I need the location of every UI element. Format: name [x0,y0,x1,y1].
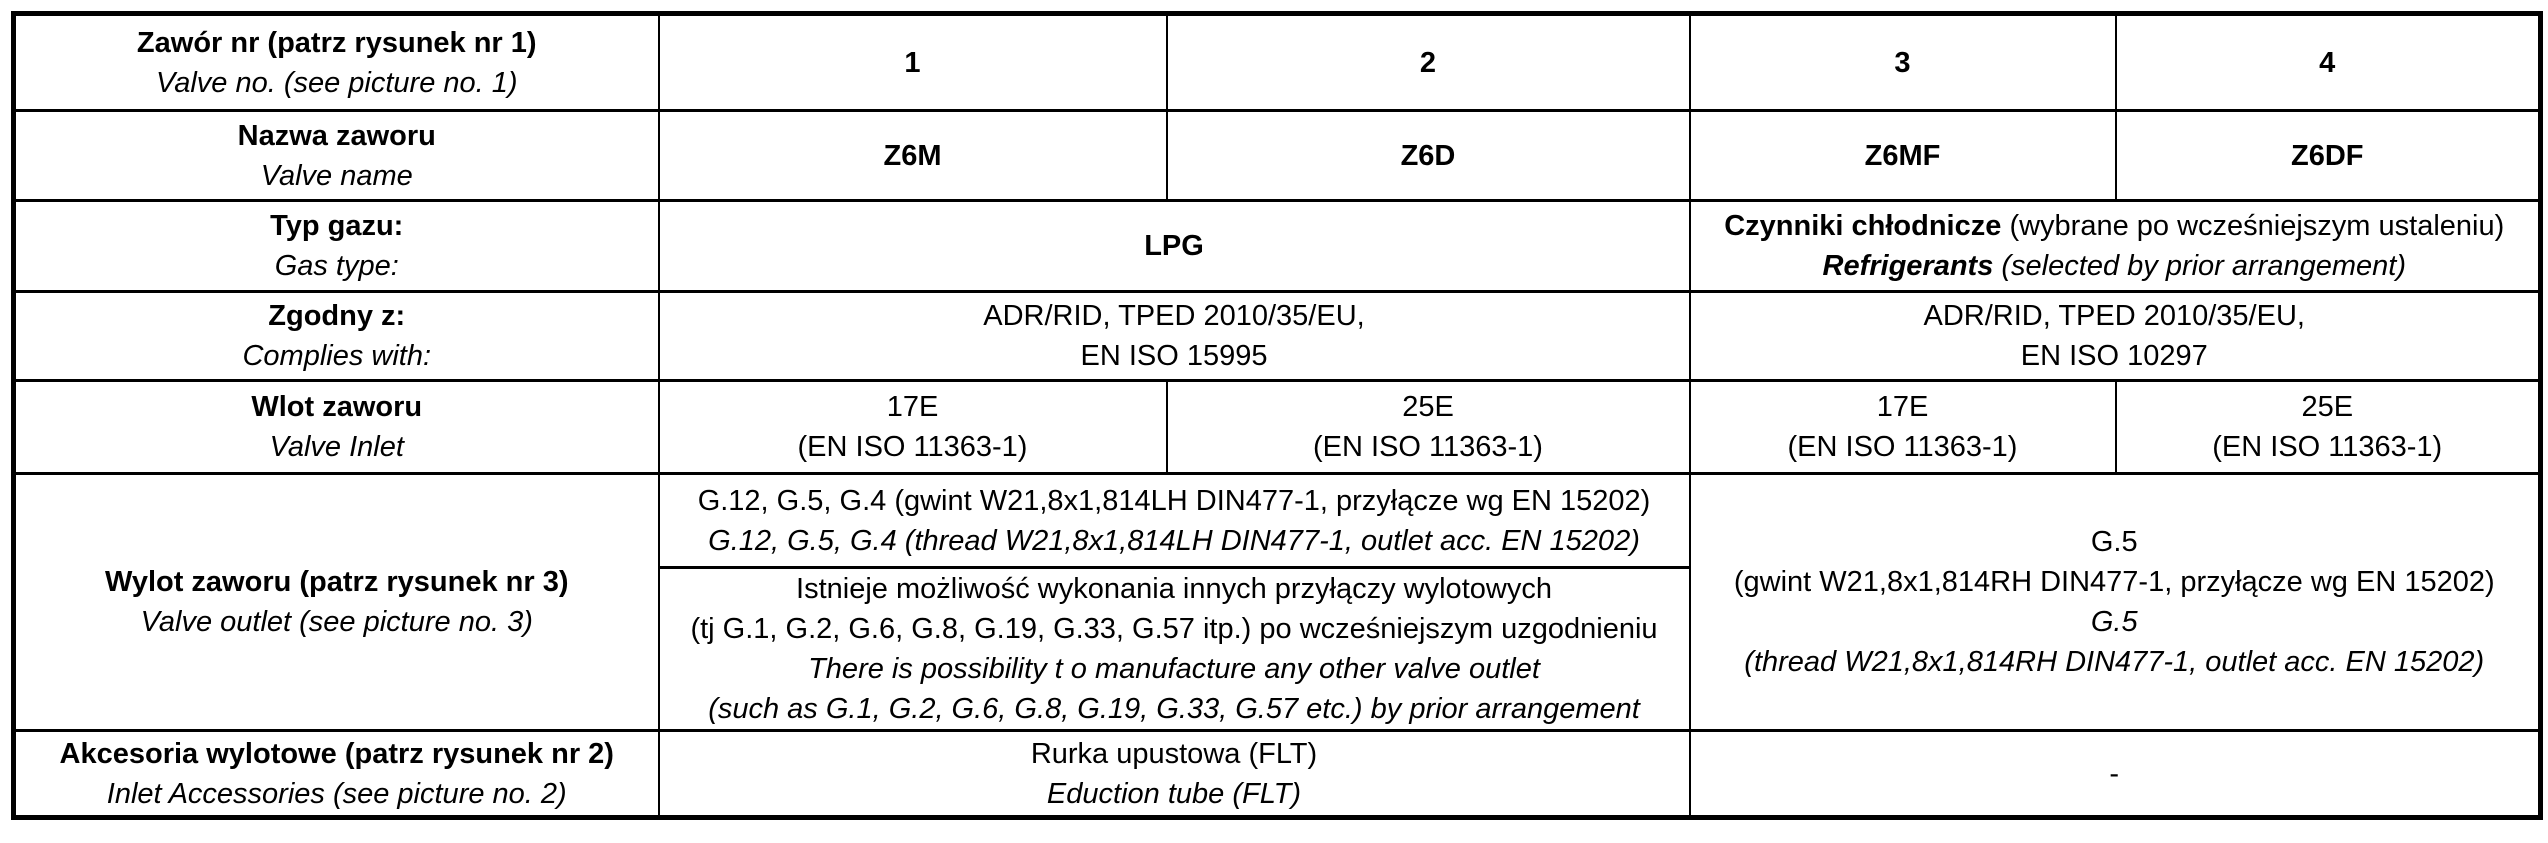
cell-valve-inlet-1 [659,381,1167,474]
cell-valve-outlet-refrigerant-en-line1: G.5 [2090,606,2138,638]
cell-valve-inlet-3-standard: (EN ISO 11363-1) [1787,431,2018,463]
cell-accessories-lpg-en: Eduction tube (FLT) [1046,777,1302,810]
row-label-valve-outlet-pl: Wylot zaworu (patrz rysunek nr 3) [104,566,569,598]
row-label-gas-type [14,201,659,292]
row-complies-with [14,292,2541,381]
row-label-valve-name [14,111,659,201]
row-label-accessories-pl: Akcesoria wylotowe (patrz rysunek nr 2) [59,737,614,770]
row-gas-type [14,201,2541,292]
row-label-valve-outlet-en: Valve outlet (see picture no. 3) [140,606,533,638]
cell-accessories-refrigerant: - [1690,731,2541,818]
cell-gas-type-refrigerants [1690,201,2541,292]
cell-valve-inlet-4-standard: (EN ISO 11363-1) [2212,431,2443,463]
cell-accessories-lpg-pl: Rurka upustowa (FLT) [1030,737,1318,770]
cell-valve-name-2: Z6D [1167,111,1690,201]
cell-complies-lpg-line1: ADR/RID, TPED 2010/35/EU, [983,300,1365,332]
cell-valve-outlet-lpg-standard-en: G.12, G.5, G.4 (thread W21,8x1,814LH DIN477-1, outlet acc. EN 15202) [708,524,1640,557]
cell-valve-name-3: Z6MF [1690,111,2116,201]
cell-valve-inlet-1-size: 17E [886,391,939,423]
row-label-valve-outlet [14,474,659,731]
row-label-valve-inlet-en: Valve Inlet [269,431,404,463]
cell-valve-no-2: 2 [1167,14,1690,111]
cell-valve-outlet-refrigerant-pl-line2: (gwint W21,8x1,814RH DIN477-1, przyłącze wg EN 15202) [1733,566,2495,598]
row-label-accessories-en: Inlet Accessories (see picture no. 2) [106,777,567,810]
cell-valve-name-4: Z6DF [2116,111,2541,201]
row-label-valve-name-pl: Nazwa zaworu [237,119,436,152]
cell-valve-outlet-lpg-other-pl-line2: (tj G.1, G.2, G.6, G.8, G.19, G.33, G.57 itp.) po wcześniejszym uzgodnieniu [690,613,1658,645]
row-label-gas-type-en: Gas type: [274,250,399,282]
cell-valve-name-1: Z6M [659,111,1167,201]
row-accessories [14,731,2541,818]
cell-complies-refrigerant-line2: EN ISO 10297 [2020,340,2208,372]
valve-specification-table [11,11,2543,820]
row-label-complies-with [14,292,659,381]
cell-valve-inlet-3 [1690,381,2116,474]
cell-valve-outlet-lpg-other [659,568,1690,731]
row-valve-inlet [14,381,2541,474]
cell-valve-inlet-2-standard: (EN ISO 11363-1) [1313,431,1543,463]
cell-valve-outlet-lpg-other-pl-line1: Istnieje możliwość wykonania innych przyłączy wylotowych [796,573,1552,605]
row-label-complies-with-pl: Zgodny z: [268,300,406,332]
cell-valve-outlet-lpg-standard [659,474,1690,568]
cell-valve-inlet-4 [2116,381,2541,474]
row-label-valve-no-pl: Zawór nr (patrz rysunek nr 1) [136,26,537,59]
cell-valve-inlet-2 [1167,381,1690,474]
cell-gas-type-refrigerants-pl: Czynniki chłodnicze (wybrane po wcześniejszym ustaleniu) [1724,210,2505,242]
row-label-valve-inlet-pl: Wlot zaworu [251,391,423,423]
row-label-valve-no-en: Valve no. (see picture no. 1) [155,66,518,99]
cell-valve-outlet-lpg-other-en-line2: (such as G.1, G.2, G.6, G.8, G.19, G.33, G.57 etc.) by prior arrangement [708,693,1640,725]
cell-complies-lpg [659,292,1690,381]
cell-valve-outlet-lpg-other-en-line1: There is possibility t o manufacture any other valve outlet [808,653,1540,685]
row-valve-no [14,14,2541,111]
cell-gas-type-lpg: LPG [659,201,1690,292]
cell-valve-no-3: 3 [1690,14,2116,111]
row-label-valve-inlet [14,381,659,474]
row-valve-outlet-standard [14,474,2541,568]
cell-valve-inlet-2-size: 25E [1402,391,1454,423]
cell-complies-refrigerant [1690,292,2541,381]
row-label-valve-name-en: Valve name [260,159,413,192]
cell-complies-lpg-line2: EN ISO 15995 [1080,340,1268,372]
cell-valve-outlet-refrigerant [1690,474,2541,731]
row-label-valve-no [14,14,659,111]
cell-gas-type-refrigerants-en: Refrigerants (selected by prior arrangement) [1822,250,2406,282]
cell-complies-refrigerant-line1: ADR/RID, TPED 2010/35/EU, [1923,300,2305,332]
cell-valve-inlet-4-size: 25E [2301,391,2354,423]
row-label-accessories [14,731,659,818]
row-valve-name [14,111,2541,201]
cell-valve-outlet-refrigerant-pl-line1: G.5 [2090,526,2138,558]
cell-valve-no-4: 4 [2116,14,2541,111]
cell-valve-inlet-1-standard: (EN ISO 11363-1) [797,431,1028,463]
cell-valve-outlet-lpg-standard-pl: G.12, G.5, G.4 (gwint W21,8x1,814LH DIN477-1, przyłącze wg EN 15202) [697,484,1651,517]
row-label-gas-type-pl: Typ gazu: [270,210,404,242]
row-label-complies-with-en: Complies with: [242,340,432,372]
cell-valve-no-1: 1 [659,14,1167,111]
cell-accessories-lpg [659,731,1690,818]
cell-valve-outlet-refrigerant-en-line2: (thread W21,8x1,814RH DIN477-1, outlet acc. EN 15202) [1744,646,2485,678]
cell-valve-inlet-3-size: 17E [1876,391,1929,423]
